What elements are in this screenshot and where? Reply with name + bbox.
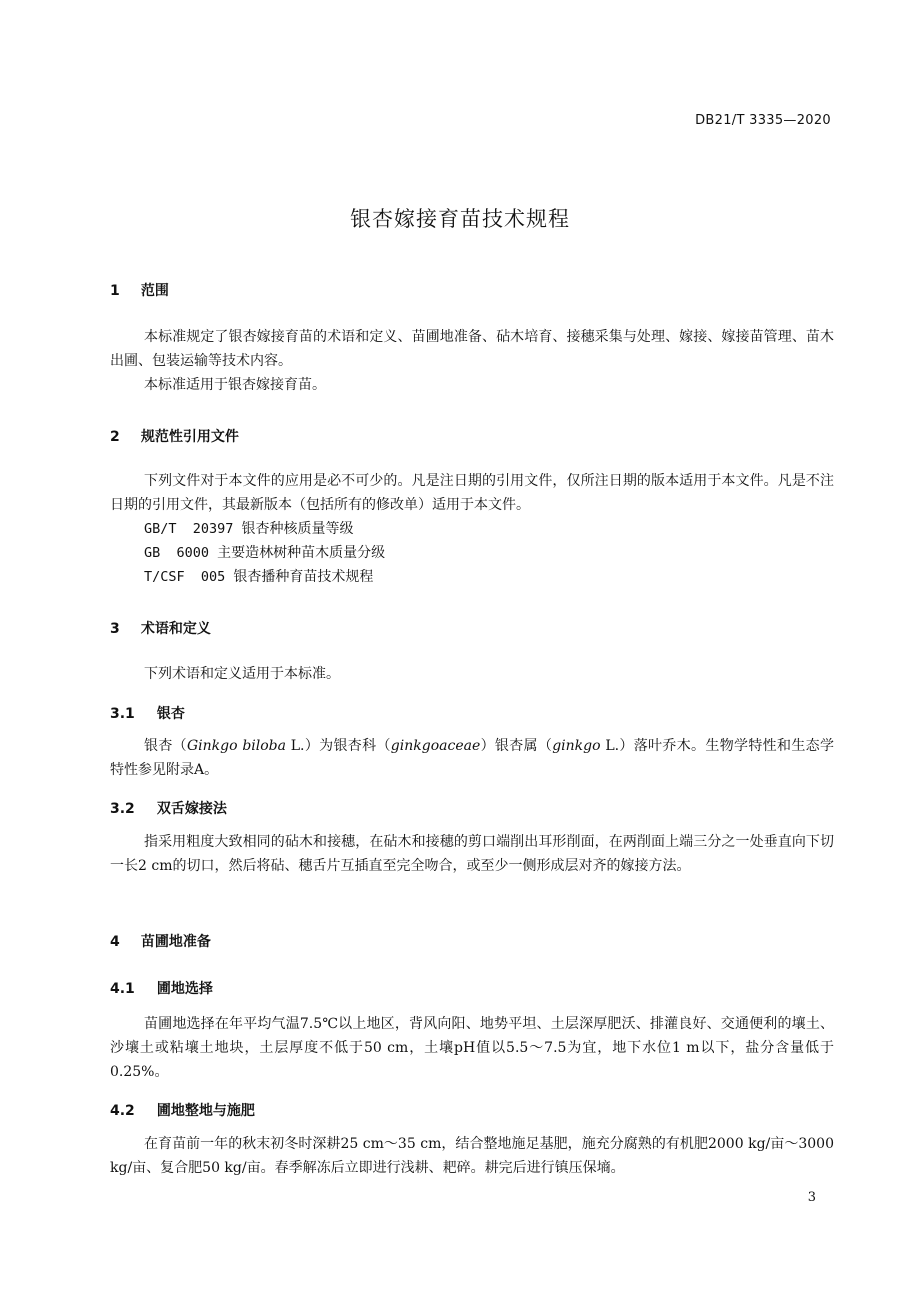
section-4-heading — [110, 931, 211, 951]
subsection-4-1-heading — [110, 978, 213, 998]
section-3-heading — [110, 618, 211, 638]
reference-item — [144, 542, 385, 562]
section-2-paragraph-1: 下列文件对于本文件的应用是必不可少的。凡是注日期的引用文件，仅所注日期的版本适用于本文件。凡是不注日期的引用文件，其最新版本（包括所有的修改单）适用于本文件。 — [110, 473, 834, 513]
section-2-heading — [110, 426, 239, 446]
subsection-3-1-paragraph — [110, 734, 834, 782]
subsection-4-2-heading — [110, 1100, 255, 1120]
reference-item — [144, 518, 354, 538]
text-span: L.）落叶乔木。生物学特性和生态学特性参见附录A。 — [110, 738, 834, 778]
section-number: 1 — [110, 283, 120, 299]
reference-item — [144, 566, 373, 586]
reference-name: 银杏播种育苗技术规程 — [233, 569, 374, 585]
reference-code: GB 6000 — [144, 545, 218, 561]
reference-name: 主要造林树种苗木质量分级 — [217, 545, 386, 561]
subsection-title: 双舌嫁接法 — [156, 801, 227, 817]
subsection-4-1-paragraph: 苗圃地选择在年平均气温7.5℃以上地区，背风向阳、地势平坦、土层深厚肥沃、排灌良好、交通便利的壤土、沙壤土或粘壤土地块，土层厚度不低于50 cm，土壤pH值以5.5～7.5为宜，地下水位1 m以下，盐分含量低于0.25%。 — [110, 1016, 834, 1080]
subsection-3-2-paragraph: 指采用粗度大致相同的砧木和接穗，在砧木和接穗的剪口端削出耳形削面，在两削面上端三分之一处垂直向下切一长2 cm的切口，然后将砧、穗舌片互插直至完全吻合，或至少一侧形成层对齐的嫁接方法。 — [110, 834, 834, 874]
subsection-title: 银杏 — [156, 706, 185, 722]
text-span: ）银杏属（ — [480, 738, 553, 754]
subsection-number: 4.2 — [110, 1103, 135, 1119]
section-title: 术语和定义 — [140, 621, 211, 637]
document-title: 银杏嫁接育苗技术规程 — [350, 207, 570, 231]
subsection-4-2-paragraph: 在育苗前一年的秋末初冬时深耕25 cm～35 cm，结合整地施足基肥，施充分腐熟的有机肥2000 kg/亩～3000 kg/亩、复合肥50 kg/亩。春季解冻后立即进行浅耕、耙碎。耕完后进行镇压保墒。 — [110, 1136, 834, 1176]
section-1-paragraph-1: 本标准规定了银杏嫁接育苗的术语和定义、苗圃地准备、砧木培育、接穗采集与处理、嫁接、嫁接苗管理、苗木出圃、包装运输等技术内容。 — [110, 329, 834, 369]
latin-name: Ginkgo biloba — [186, 738, 286, 754]
latin-name: ginkgo — [552, 738, 601, 754]
subsection-title: 圃地选择 — [156, 981, 213, 997]
latin-name: ginkgoaceae — [390, 738, 481, 754]
page-number: 3 — [807, 1190, 816, 1205]
section-3-paragraph-1: 下列术语和定义适用于本标准。 — [144, 666, 340, 682]
reference-name: 银杏种核质量等级 — [241, 521, 354, 537]
text-span: 银杏（ — [144, 738, 187, 754]
reference-code: T/CSF 005 — [144, 569, 234, 585]
section-title: 规范性引用文件 — [140, 429, 239, 445]
section-number: 4 — [110, 934, 120, 950]
subsection-number: 3.1 — [110, 706, 135, 722]
subsection-title: 圃地整地与施肥 — [156, 1103, 255, 1119]
subsection-3-1-heading — [110, 703, 185, 723]
text-span: L.）为银杏科（ — [285, 738, 391, 754]
section-title: 苗圃地准备 — [140, 934, 211, 950]
reference-code: GB/T 20397 — [144, 521, 242, 537]
subsection-number: 4.1 — [110, 981, 135, 997]
subsection-number: 3.2 — [110, 801, 135, 817]
document-id: DB21/T 3335—2020 — [695, 113, 831, 128]
subsection-3-2-heading — [110, 798, 227, 818]
section-title: 范围 — [140, 283, 169, 299]
section-1-paragraph-2: 本标准适用于银杏嫁接育苗。 — [144, 377, 326, 393]
section-number: 2 — [110, 429, 120, 445]
section-1-heading — [110, 280, 169, 300]
section-number: 3 — [110, 621, 120, 637]
